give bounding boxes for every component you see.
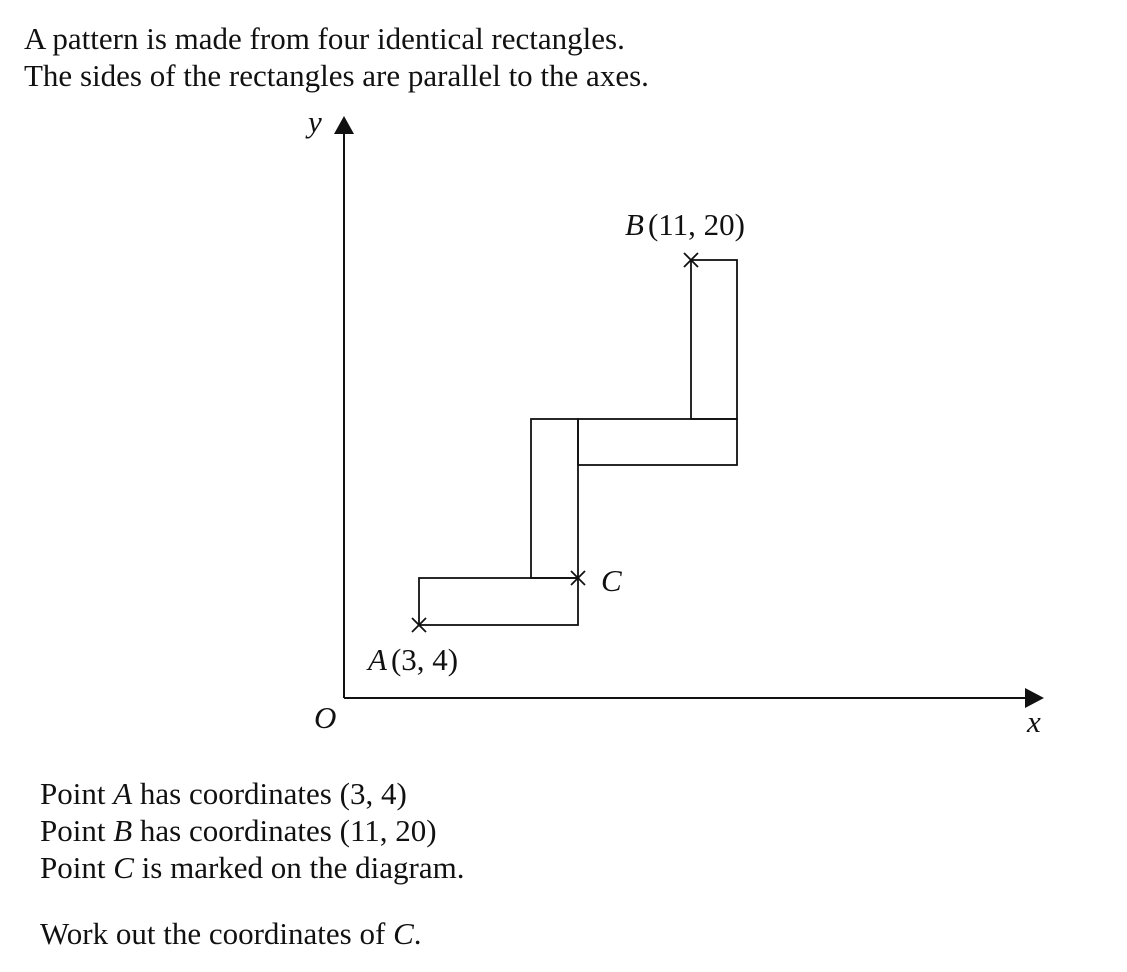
y-axis-arrowhead	[334, 116, 354, 134]
intro-line-2: The sides of the rectangles are parallel to the axes.	[24, 58, 649, 93]
info-line-a: Point A has coordinates (3, 4)	[40, 776, 407, 811]
y-axis-label: y	[308, 104, 322, 139]
intro-line-1: A pattern is made from four identical rectangles.	[24, 21, 625, 56]
info-line-b: Point B has coordinates (11, 20)	[40, 813, 437, 848]
rectangle-4	[691, 260, 737, 419]
origin-label: O	[314, 700, 337, 735]
rectangle-3	[578, 419, 737, 465]
point-a-label: A (3, 4)	[368, 642, 459, 677]
rectangle-2	[531, 419, 578, 578]
info-line-c: Point C is marked on the diagram.	[40, 850, 465, 885]
question-text	[40, 775, 464, 952]
x-axis-label: x	[1027, 704, 1041, 739]
point-c-label: C	[601, 563, 622, 598]
question-prompt: Work out the coordinates of C.	[40, 916, 422, 951]
point-b-label: B (11, 20)	[625, 207, 745, 242]
rectangle-1	[419, 578, 578, 625]
